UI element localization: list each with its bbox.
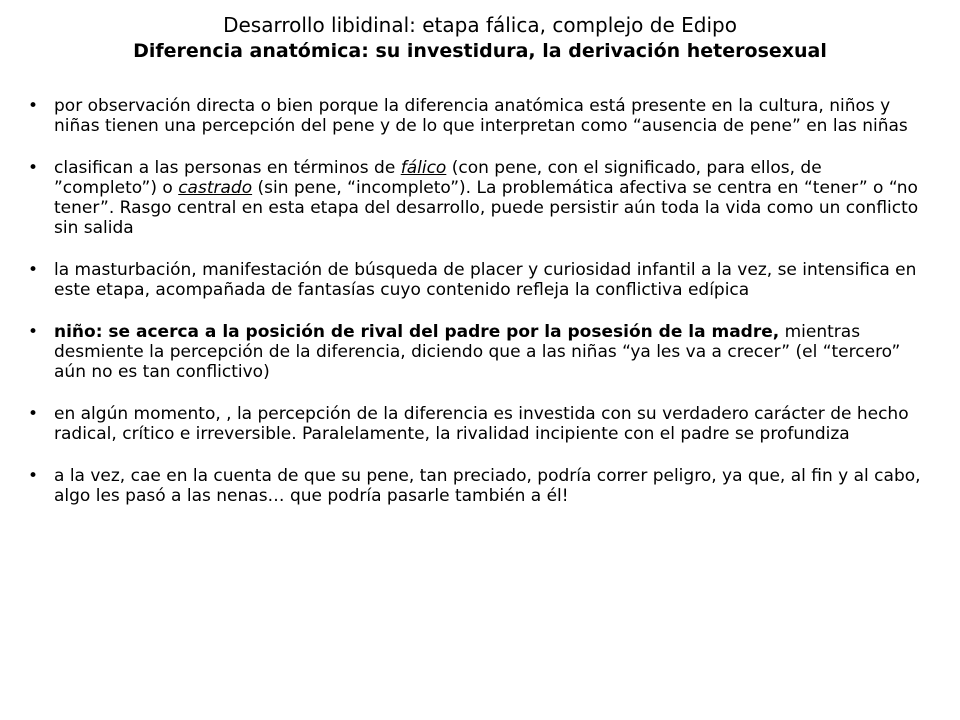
bullet-text-part: mientras desmiente la percepción de la diferencia, diciendo que a las niñas “ya les va a crecer” (el “tercero” aún no es tan conflictivo) <box>54 322 901 382</box>
bullet-item <box>28 466 928 506</box>
bullet-icon: • <box>28 260 39 280</box>
bullet-icon: • <box>28 322 39 342</box>
bullet-text: por observación directa o bien porque la diferencia anatómica está presente en la cultura, niños y niñas tienen una percepción del pene y de lo que interpretan como “ausencia de pene” en las niñas <box>54 96 908 136</box>
bullet-icon: • <box>28 404 39 424</box>
bullet-item <box>28 96 928 136</box>
bullet-text: a la vez, cae en la cuenta de que su pene, tan preciado, podría correr peligro, ya que, al fin y al cabo, algo les pasó a las nenas… que podría pasarle también a él! <box>54 466 921 506</box>
bullet-item <box>28 260 928 300</box>
bullet-item <box>28 404 928 444</box>
bullet-text-part: (sin pene, “incompleto”). La problemática afectiva se centra en “tener” o “no tener”. Rasgo central en esta etapa del desarrollo, puede persistir aún toda la vida como un conflicto sin salida <box>54 178 919 238</box>
bullet-icon: • <box>28 96 39 116</box>
bullet-icon: • <box>28 158 39 178</box>
bullet-icon: • <box>28 466 39 486</box>
title-subtitle: Diferencia anatómica: su investidura, la derivación heterosexual <box>133 40 827 62</box>
bullet-item <box>28 158 928 238</box>
emphasis-term: castrado <box>178 178 253 198</box>
bullet-text: en algún momento, , la percepción de la diferencia es investida con su verdadero carácter de hecho radical, crítico e irreversible. Paralelamente, la rivalidad incipiente con el padre se profundiza <box>54 404 909 444</box>
bullet-text: la masturbación, manifestación de búsqueda de placer y curiosidad infantil a la vez, se intensifica en este etapa, acompañada de fantasías cuyo contenido refleja la conflictiva edípica <box>54 260 917 300</box>
bullet-list <box>28 96 928 528</box>
bullet-bold-text: niño: se acerca a la posición de rival del padre por la posesión de la madre, <box>54 322 780 342</box>
bullet-text-part: clasifican a las personas en términos de <box>54 158 401 178</box>
emphasis-term: fálico <box>400 158 447 178</box>
bullet-text-part: (con pene, con el significado, para ellos, de ”completo”) o <box>54 158 822 198</box>
title-main: Desarrollo libidinal: etapa fálica, complejo de Edipo <box>223 13 737 37</box>
slide-title <box>0 12 960 64</box>
bullet-item <box>28 322 928 382</box>
